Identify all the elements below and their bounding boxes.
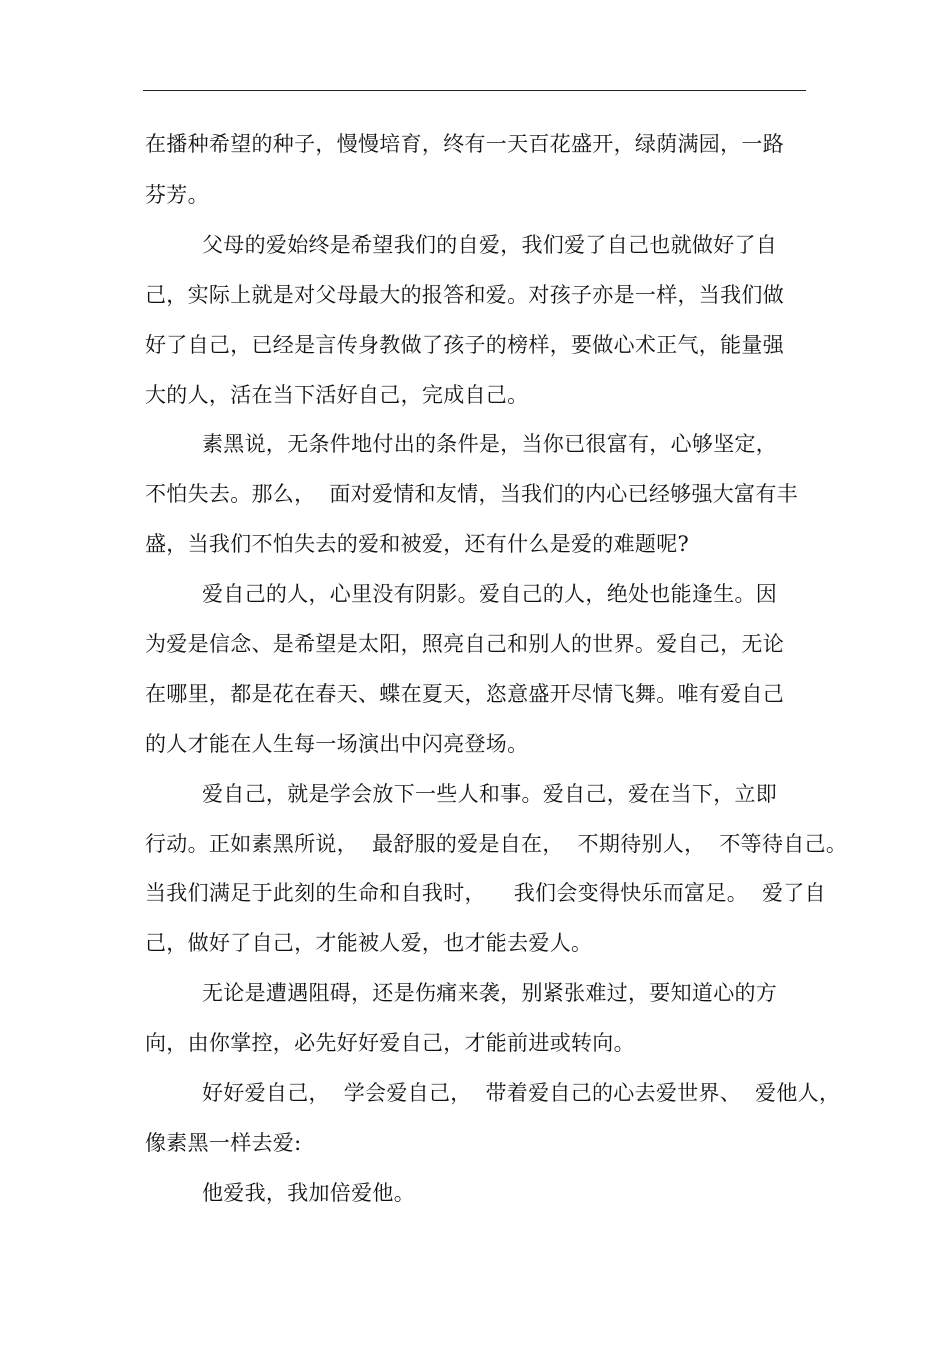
header-rule bbox=[143, 90, 806, 91]
text-line: 为爱是信念、是希望是太阳，照亮自己和别人的世界。爱自己，无论 bbox=[145, 632, 784, 656]
text-line: 盛，当我们不怕失去的爱和被爱，还有什么是爱的难题呢? bbox=[145, 532, 690, 556]
text-line: 在播种希望的种子，慢慢培育，终有一天百花盛开，绿荫满园，一路 bbox=[145, 132, 784, 156]
text-line: 大的人，活在当下活好自己，完成自己。 bbox=[145, 383, 529, 407]
text-line: 己，做好了自己，才能被人爱，也才能去爱人。 bbox=[145, 931, 593, 955]
text-line: 像素黑一样去爱: bbox=[145, 1131, 302, 1155]
text-line: 他爱我，我加倍爱他。 bbox=[202, 1181, 415, 1205]
text-line: 己，实际上就是对父母最大的报答和爱。对孩子亦是一样，当我们做 bbox=[145, 283, 784, 307]
text-line: 无论是遭遇阻碍，还是伤痛来袭，别紧张难过，要知道心的方 bbox=[202, 981, 778, 1005]
text-line: 爱自己，就是学会放下一些人和事。爱自己，爱在当下，立即 bbox=[202, 782, 778, 806]
text-line: 不怕失去。那么， 面对爱情和友情，当我们的内心已经够强大富有丰 bbox=[145, 482, 798, 506]
text-line: 向，由你掌控，必先好好爱自己，才能前进或转向。 bbox=[145, 1031, 635, 1055]
text-line: 当我们满足于此刻的生命和自我时， 我们会变得快乐而富足。 爱了自 bbox=[145, 881, 826, 905]
text-line: 好了自己，已经是言传身教做了孩子的榜样，要做心术正气，能量强 bbox=[145, 333, 784, 357]
text-line: 芬芳。 bbox=[145, 183, 209, 207]
text-line: 好好爱自己， 学会爱自己， 带着爱自己的心去爱世界、 爱他人， bbox=[202, 1081, 841, 1105]
text-line: 行动。正如素黑所说， 最舒服的爱是自在， 不期待别人， 不等待自己。 bbox=[145, 832, 848, 856]
text-line: 父母的爱始终是希望我们的自爱，我们爱了自己也就做好了自 bbox=[202, 233, 778, 257]
text-line: 的人才能在人生每一场演出中闪亮登场。 bbox=[145, 732, 529, 756]
text-line: 爱自己的人，心里没有阴影。爱自己的人，绝处也能逢生。因 bbox=[202, 582, 778, 606]
text-line: 在哪里，都是花在春天、蝶在夏天，恣意盛开尽情飞舞。唯有爱自己 bbox=[145, 682, 784, 706]
text-line: 素黑说，无条件地付出的条件是，当你已很富有，心够坚定， bbox=[202, 432, 778, 456]
